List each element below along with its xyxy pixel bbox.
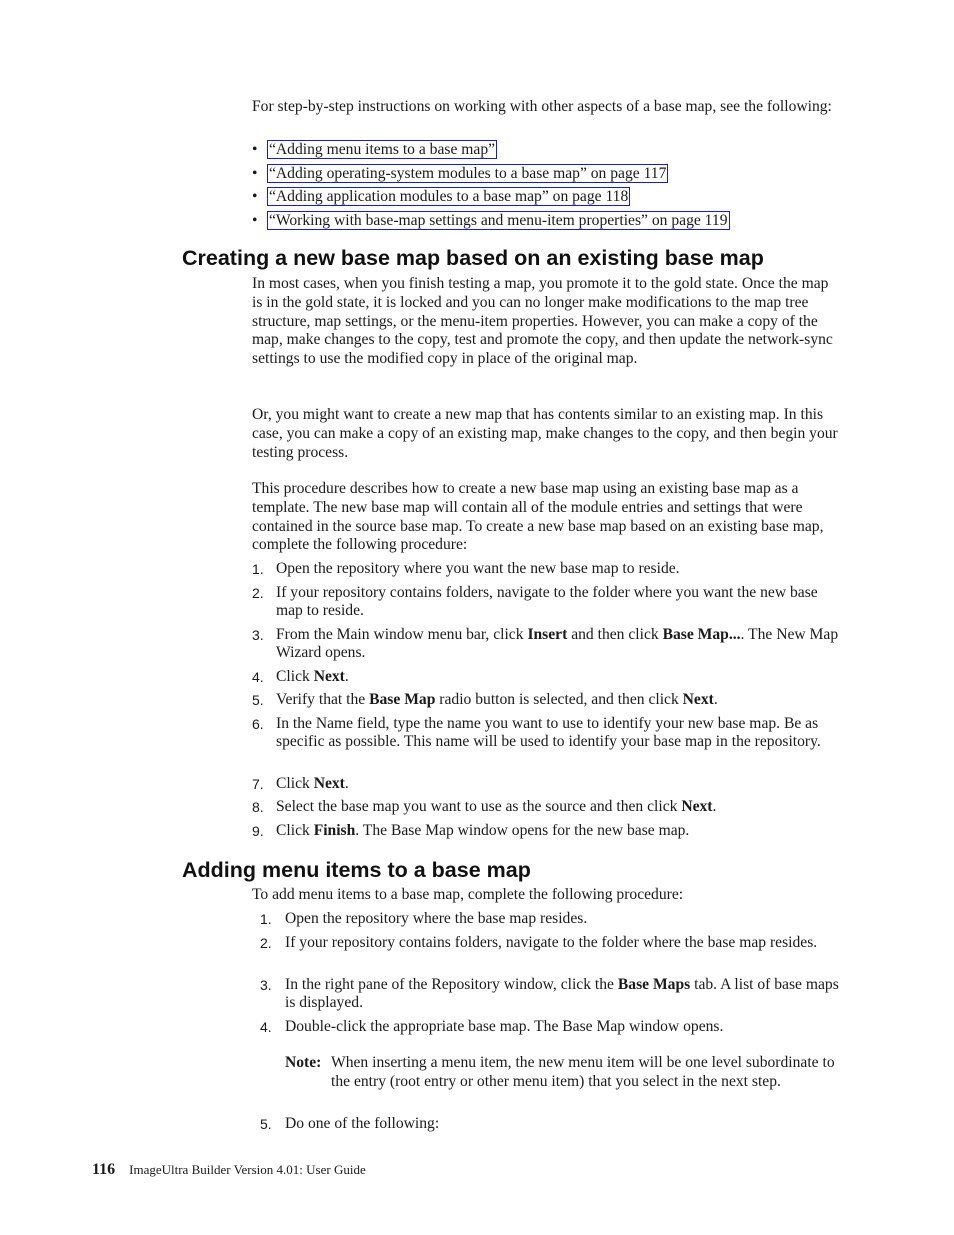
list-item <box>252 691 842 710</box>
bullet-icon: • <box>252 141 258 158</box>
step-number: 1. <box>260 911 272 927</box>
step-number: 2. <box>252 584 264 601</box>
step-number: 7. <box>252 775 264 792</box>
step-number: 4. <box>260 1018 272 1035</box>
link-base-map-settings[interactable]: “Working with base-map settings and menu-item properties” on page 119 <box>269 211 728 229</box>
step-text: Click Next. <box>276 667 349 685</box>
step-text: If your repository contains folders, navigate to the folder where you want the new base map to reside. <box>276 583 818 620</box>
list-item <box>252 626 842 664</box>
step-text: Do one of the following: <box>285 1115 440 1132</box>
bullet-icon: • <box>252 211 258 229</box>
section-heading-creating-base-map: Creating a new base map based on an existing base map <box>182 246 764 270</box>
step-text: In the Name field, type the name you want to use to identify your new base map. Be as specific as possible. This name will be used to identify your base map in the repository. <box>276 714 821 751</box>
step-number: 2. <box>260 934 272 951</box>
step-number: 4. <box>252 668 264 685</box>
link-adding-menu-items[interactable]: “Adding menu items to a base map” <box>269 141 496 158</box>
footer-title: ImageUltra Builder Version 4.01: User Guide <box>129 1162 366 1177</box>
section1-paragraph-2: Or, you might want to create a new map that has contents similar to an existing map. In this case, you can make a copy of an existing map, make changes to the copy, and then begin your testing process. <box>252 406 838 461</box>
section2-paragraph: To add menu items to a base map, complete the following procedure: <box>252 886 684 903</box>
list-item <box>252 822 842 841</box>
step-text: Select the base map you want to use as the source and then click Next. <box>276 798 717 815</box>
step-text: Click Finish. The Base Map window opens for the new base map. <box>276 821 690 839</box>
list-item <box>252 775 842 794</box>
list-item <box>252 798 842 817</box>
intro-paragraph: For step-by-step instructions on working with other aspects of a base map, see the following: <box>252 98 832 115</box>
page-number: 116 <box>92 1161 116 1178</box>
list-item <box>260 976 840 1014</box>
section1-paragraph-3: This procedure describes how to create a new base map using an existing base map as a template. The new base map will contain all of the module entries and settings that were contained in the source base map. To create a new base map based on an existing base map, complete the following procedure: <box>252 480 824 554</box>
step-text: In the right pane of the Repository window, click the Base Maps tab. A list of base maps is displayed. <box>285 975 839 1012</box>
note-block <box>285 1054 841 1092</box>
list-item <box>260 1115 840 1134</box>
step-text: If your repository contains folders, navigate to the folder where the base map resides. <box>285 933 818 951</box>
step-number: 3. <box>260 976 272 993</box>
list-item <box>252 560 842 579</box>
list-item <box>260 910 840 929</box>
section-heading-adding-menu-items: Adding menu items to a base map <box>182 858 531 882</box>
step-number: 5. <box>252 692 264 708</box>
list-item <box>252 584 842 622</box>
list-item <box>252 140 852 164</box>
step-text: Open the repository where the base map resides. <box>285 910 588 927</box>
list-item <box>252 211 852 235</box>
list-item <box>252 668 842 687</box>
bullet-icon: • <box>252 188 258 205</box>
note-label: Note: <box>285 1054 322 1071</box>
related-links-list <box>252 140 852 234</box>
list-item <box>252 164 852 188</box>
list-item <box>260 934 840 953</box>
step-text: Open the repository where you want the new base map to reside. <box>276 560 680 577</box>
note-text: When inserting a menu item, the new menu item will be one level subordinate to the entry (root entry or other menu item) that you select in the next step. <box>331 1054 835 1090</box>
step-number: 5. <box>260 1116 272 1132</box>
step-number: 9. <box>252 822 264 839</box>
list-item <box>252 187 852 211</box>
step-number: 1. <box>252 561 264 577</box>
step-text: Verify that the Base Map radio button is selected, and then click Next. <box>276 691 718 708</box>
step-text: Click Next. <box>276 774 349 792</box>
step-number: 6. <box>252 715 264 732</box>
list-item <box>260 1018 840 1037</box>
list-item <box>252 715 842 753</box>
page-footer <box>92 1161 366 1179</box>
link-adding-app-modules[interactable]: “Adding application modules to a base map” on page 118 <box>269 188 629 205</box>
bullet-icon: • <box>252 164 258 182</box>
link-adding-os-modules[interactable]: “Adding operating-system modules to a base map” on page 117 <box>269 164 667 182</box>
step-number: 8. <box>252 799 264 815</box>
step-number: 3. <box>252 626 264 643</box>
step-text: Double-click the appropriate base map. The Base Map window opens. <box>285 1017 724 1035</box>
step-text: From the Main window menu bar, click Insert and then click Base Map.... The New Map Wizard opens. <box>276 625 839 662</box>
section1-paragraph-1: In most cases, when you finish testing a map, you promote it to the gold state. Once the map is in the gold state, it is locked and you can no longer make modifications to the map tree structure, map settings, or the menu-item properties. However, you can make a copy of the map, make changes to the copy, test and promote the copy, and then update the network-sync settings to use the modified copy in place of the original map. <box>252 275 833 368</box>
